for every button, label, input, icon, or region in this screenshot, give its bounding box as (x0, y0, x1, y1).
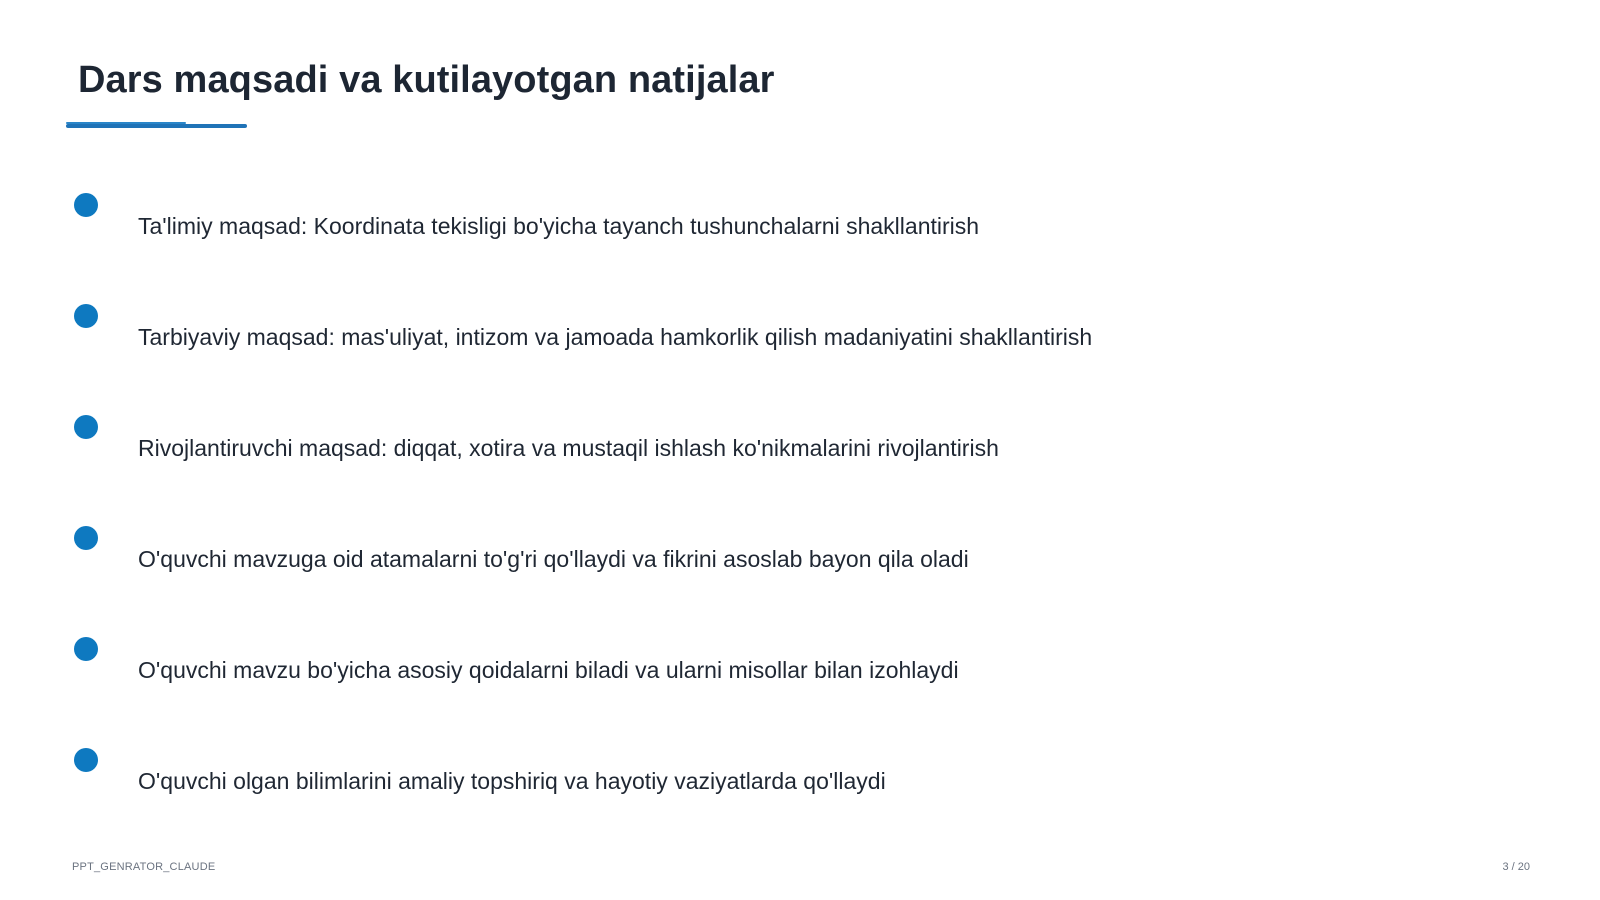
bullet-item-outcome-rules (0, 637, 1600, 727)
bullet-item-outcome-terms (0, 526, 1600, 616)
slide-title: Dars maqsadi va kutilayotgan natijalar (78, 59, 775, 101)
bullet-dot-icon (74, 748, 98, 772)
bullet-item-outcome-practice (0, 748, 1600, 838)
bullet-text: Ta'limiy maqsad: Koordinata tekisligi bo'yicha tayanch tushunchalarni shakllantirish (138, 213, 980, 239)
bullet-item-tarbiyaviy (0, 304, 1600, 394)
footer-source: PPT_GENRATOR_CLAUDE (72, 861, 216, 873)
bullet-dot-icon (74, 637, 98, 661)
bullet-item-talimiy (0, 193, 1600, 283)
bullet-text: O'quvchi mavzu bo'yicha asosiy qoidalarni biladi va ularni misollar bilan izohlaydi (138, 657, 959, 683)
bullet-dot-icon (74, 415, 98, 439)
bullet-text: Tarbiyaviy maqsad: mas'uliyat, intizom va jamoada hamkorlik qilish madaniyatini shakllantirish (138, 324, 1093, 350)
bullet-dot-icon (74, 193, 98, 217)
bullet-dot-icon (74, 304, 98, 328)
page-number: 3 / 20 (1502, 861, 1530, 873)
bullet-dot-icon (74, 526, 98, 550)
bullet-text: O'quvchi olgan bilimlarini amaliy topshiriq va hayotiy vaziyatlarda qo'llaydi (138, 768, 886, 794)
bullet-text: Rivojlantiruvchi maqsad: diqqat, xotira va mustaqil ishlash ko'nikmalarini rivojlantirish (138, 435, 999, 461)
bullet-item-rivojlantiruvchi (0, 415, 1600, 505)
bullet-text: O'quvchi mavzuga oid atamalarni to'g'ri qo'llaydi va fikrini asoslab bayon qila oladi (138, 546, 969, 572)
